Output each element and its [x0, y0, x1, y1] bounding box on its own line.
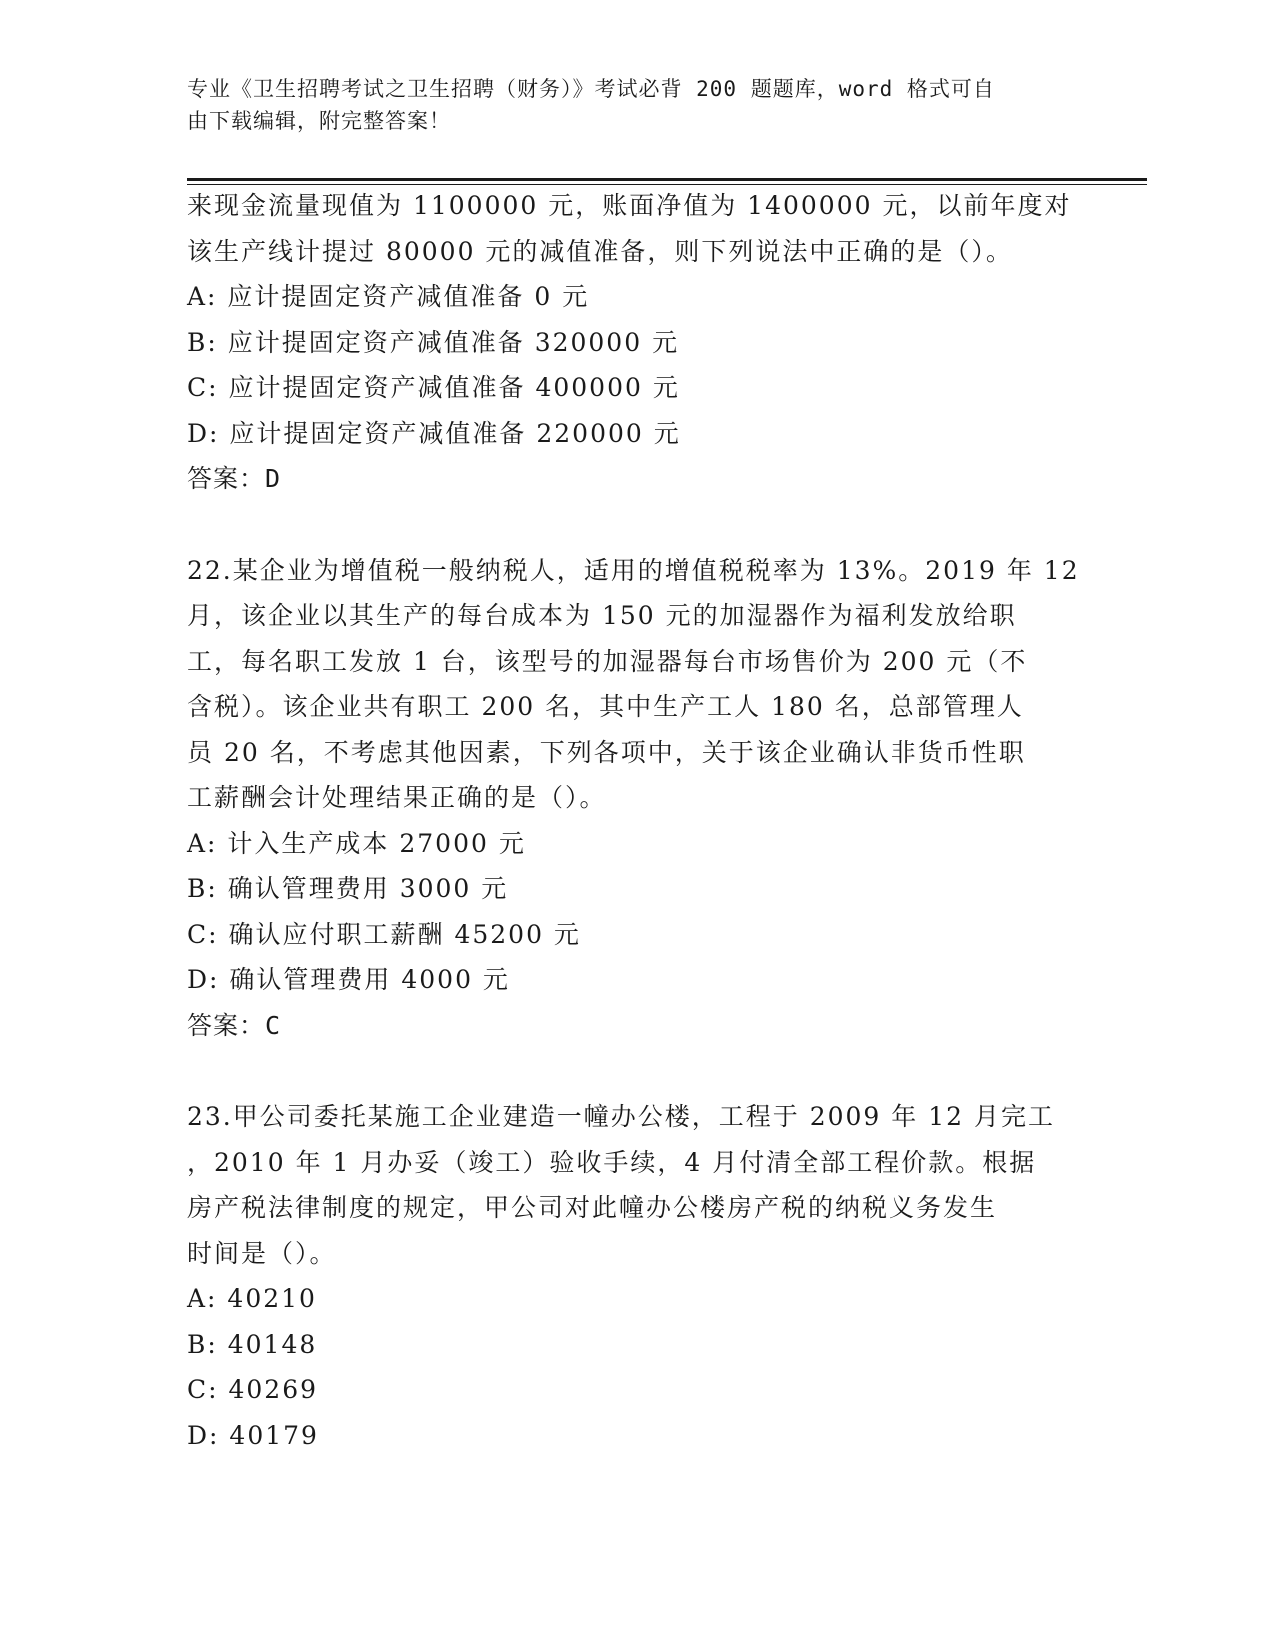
header-title-line-2: 由下载编辑，附完整答案！	[187, 109, 451, 133]
question-stem-line: 22.某企业为增值税一般纳税人，适用的增值税税率为 13%。2019 年 12	[187, 555, 1080, 585]
option-b: B: 确认管理费用 3000 元	[187, 874, 509, 903]
question-23	[187, 1094, 1087, 1458]
option-d: D: 40179	[187, 1420, 319, 1450]
answer-line: 答案：D	[187, 464, 282, 493]
option-d: D: 确认管理费用 4000 元	[187, 965, 510, 994]
question-list	[187, 183, 1087, 1458]
question-21	[187, 183, 1087, 502]
header-title-line-1: 专业《卫生招聘考试之卫生招聘（财务）》考试必背 200 题题库，word 格式可自	[187, 77, 995, 101]
option-c: C: 应计提固定资产减值准备 400000 元	[187, 373, 680, 402]
question-stem-line: 员 20 名，不考虑其他因素，下列各项中，关于该企业确认非货币性职	[187, 737, 1026, 767]
question-stem-line: 工薪酬会计处理结果正确的是（）。	[187, 783, 607, 812]
question-stem-line: 含税）。该企业共有职工 200 名，其中生产工人 180 名，总部管理人	[187, 692, 1024, 721]
question-stem-line: 来现金流量现值为 1100000 元，账面净值为 1400000 元，以前年度对	[187, 191, 1072, 220]
option-b: B: 40148	[187, 1329, 318, 1359]
question-stem-line: 23.甲公司委托某施工企业建造一幢办公楼，工程于 2009 年 12 月完工	[187, 1102, 1055, 1131]
answer-line: 答案：C	[187, 1010, 282, 1040]
question-stem-line: ，2010 年 1 月办妥（竣工）验收手续，4 月付清全部工程价款。根据	[187, 1147, 1037, 1177]
option-c: C: 40269	[187, 1375, 319, 1404]
option-a: A: 40210	[187, 1284, 317, 1313]
document-header	[187, 73, 1067, 137]
question-stem-line: 房产税法律制度的规定，甲公司对此幢办公楼房产税的纳税义务发生	[187, 1193, 998, 1222]
question-spacer	[187, 502, 1087, 548]
option-a: A: 计入生产成本 27000 元	[187, 828, 526, 858]
question-stem-line: 工，每名职工发放 1 台，该型号的加湿器每台市场售价为 200 元（不	[187, 646, 1028, 676]
option-a: A: 应计提固定资产减值准备 0 元	[187, 282, 590, 311]
question-stem-line: 月，该企业以其生产的每台成本为 150 元的加湿器作为福利发放给职	[187, 601, 1017, 630]
question-22	[187, 548, 1087, 1049]
header-divider-thick	[187, 178, 1147, 181]
question-stem-line: 时间是（）。	[187, 1238, 337, 1268]
option-d: D: 应计提固定资产减值准备 220000 元	[187, 418, 681, 448]
option-c: C: 确认应付职工薪酬 45200 元	[187, 919, 581, 949]
question-stem-line: 该生产线计提过 80000 元的减值准备，则下列说法中正确的是（）。	[187, 236, 1013, 266]
question-spacer	[187, 1048, 1087, 1094]
option-b: B: 应计提固定资产减值准备 320000 元	[187, 327, 680, 357]
